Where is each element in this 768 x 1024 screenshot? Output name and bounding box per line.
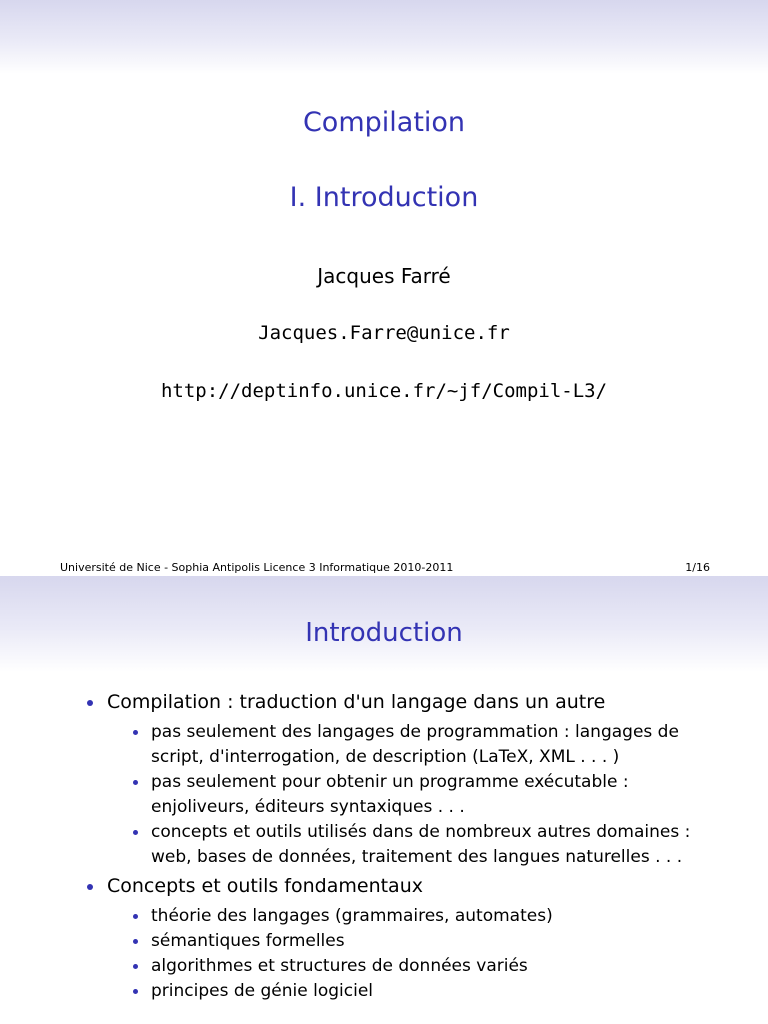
bullet-icon	[133, 989, 138, 994]
list-item-text: Compilation : traduction d'un langage dans un autre	[107, 691, 606, 713]
footer-text: Université de Nice - Sophia Antipolis Licence 3 Informatique 2010-2011	[60, 561, 454, 574]
sub-list-item-text: principes de génie logiciel	[151, 981, 374, 1001]
sub-list-item-text: pas seulement des langages de programmation : langages de script, d'interrogation, de description (LaTeX, XML . . . )	[151, 722, 679, 767]
bullet-icon	[133, 939, 138, 944]
bullet-icon	[133, 830, 138, 835]
sub-list-item-text: pas seulement pour obtenir un programme exécutable : enjoliveurs, éditeurs syntaxiques . . .	[151, 772, 629, 817]
sub-list-item-text: sémantiques formelles	[151, 931, 345, 951]
presentation-title: Compilation	[302, 107, 466, 138]
course-url: http://deptinfo.unice.fr/~jf/Compil-L3/	[160, 380, 608, 402]
sub-list	[131, 720, 725, 870]
bullet-icon	[133, 780, 138, 785]
sub-list-item	[131, 720, 725, 770]
list-item-text: Concepts et outils fondamentaux	[107, 875, 423, 897]
page-number: 1/16	[685, 561, 710, 574]
sub-list-item-text: algorithmes et structures de données variés	[151, 956, 528, 976]
presentation-subtitle: I. Introduction	[289, 182, 479, 213]
sub-list-item-text: concepts et outils utilisés dans de nombreux autres domaines : web, bases de données, traitement des langues naturelles . . .	[151, 822, 691, 867]
sub-list	[131, 904, 725, 1004]
sub-list-item	[131, 820, 725, 870]
sub-list-item	[131, 770, 725, 820]
sub-list-item-text: théorie des langages (grammaires, automates)	[151, 906, 553, 926]
list-item	[85, 874, 725, 1004]
header-gradient	[0, 0, 768, 74]
bullet-icon	[133, 964, 138, 969]
sub-list-item	[131, 954, 725, 979]
bullet-icon	[87, 884, 93, 890]
sub-list-item	[131, 929, 725, 954]
frame-title: Introduction	[305, 618, 463, 648]
sub-list-item	[131, 979, 725, 1004]
introduction-slide	[0, 576, 768, 1024]
list-item	[85, 690, 725, 870]
bullet-list	[85, 690, 725, 1008]
sub-list-item	[131, 904, 725, 929]
bullet-icon	[87, 700, 93, 706]
bullet-icon	[133, 914, 138, 919]
slide-footer	[60, 561, 710, 575]
author-email: Jacques.Farre@unice.fr	[258, 322, 510, 344]
bullet-icon	[133, 730, 138, 735]
author-name: Jacques Farré	[317, 264, 451, 288]
